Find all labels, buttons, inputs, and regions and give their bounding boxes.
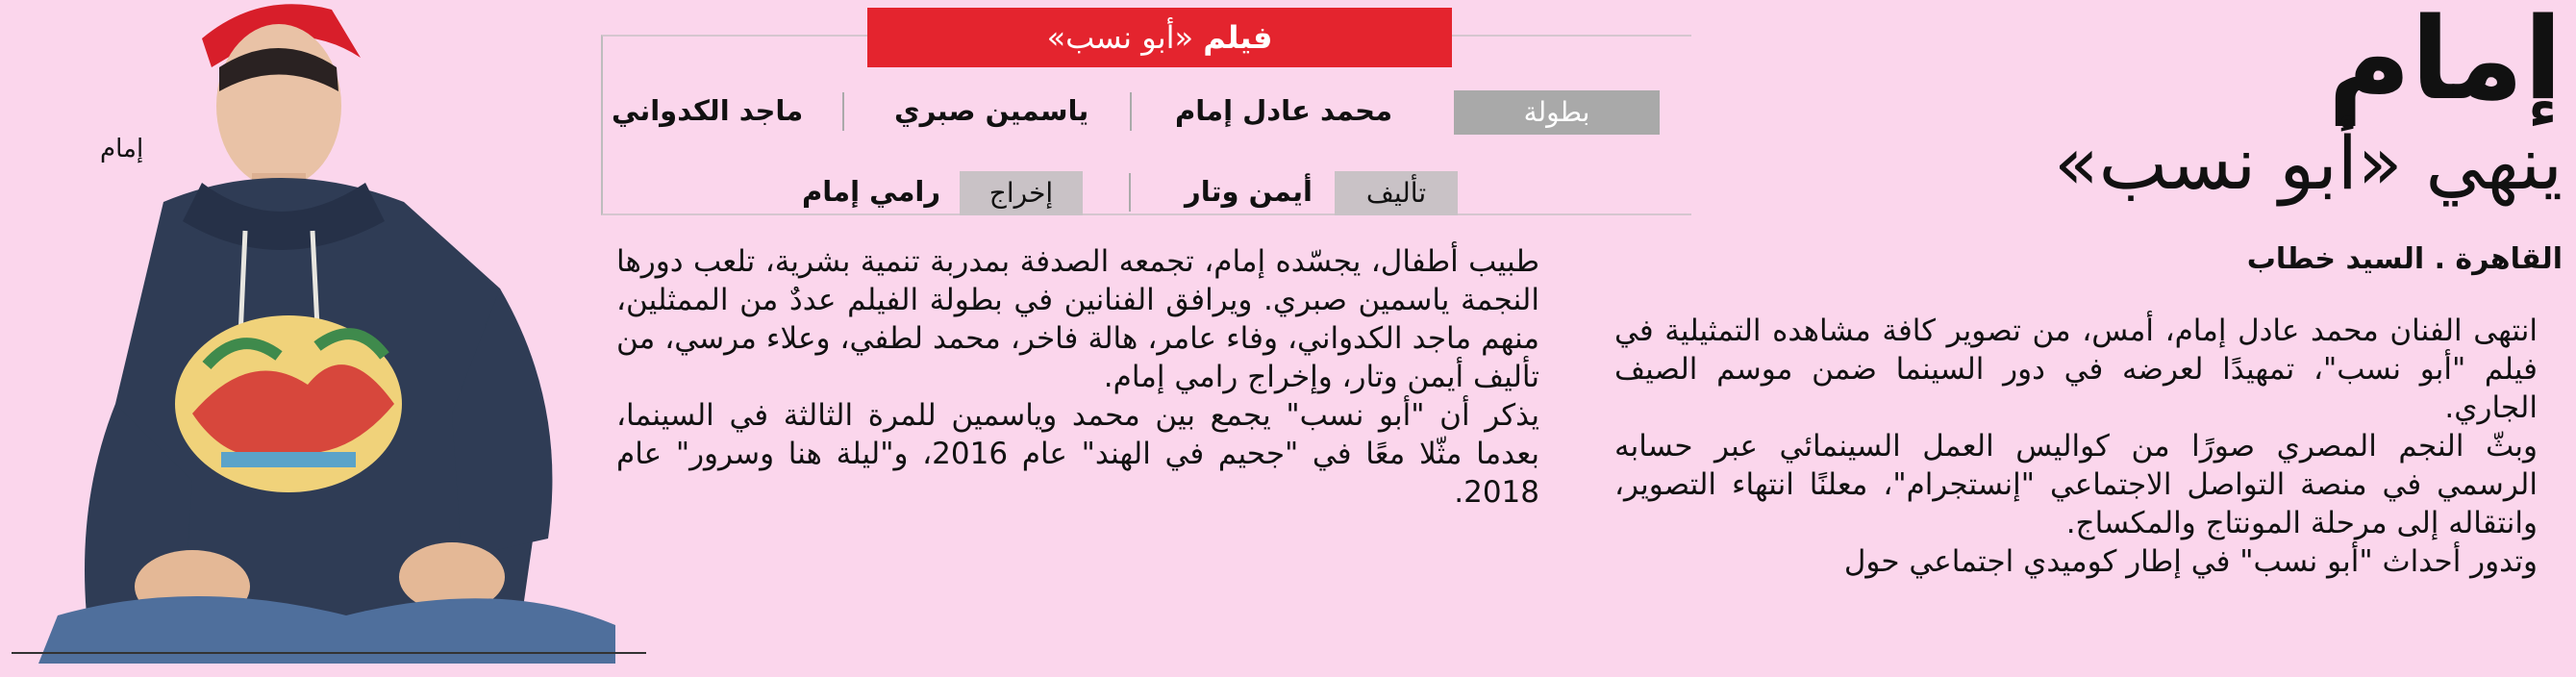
article-right-column <box>1614 312 2538 581</box>
film-banner <box>867 8 1452 67</box>
directing-label: إخراج <box>960 171 1083 215</box>
paragraph: انتهى الفنان محمد عادل إمام، أمس، من تصوير كافة مشاهده التمثيلية في فيلم "أبو نسب"، تمهيدًا لعرضه في دور السينما ضمن موسم الصيف الجاري. <box>1614 313 2538 425</box>
bottom-rule <box>12 652 646 654</box>
separator <box>842 92 844 131</box>
star-3: ماجد الكدواني <box>612 94 804 127</box>
paragraph: وبثّ النجم المصري صورًا من كواليس العمل السينمائي عبر حسابه الرسمي في منصة التواصل الاجتماعي "إنستجرام"، معلنًا انتهاء التصوير، وانتقاله إلى مرحلة المونتاج والمكساج. <box>1614 429 2538 540</box>
article-middle-column <box>616 242 1539 512</box>
separator <box>1129 173 1131 212</box>
byline: القاهرة . السيد خطاب <box>2246 242 2563 276</box>
starring-label: بطولة <box>1454 90 1660 135</box>
film-banner-title: «أبو نسب» <box>1046 19 1194 56</box>
actor-photo <box>0 0 663 664</box>
star-1: محمد عادل إمام <box>1175 94 1393 127</box>
headline-main: إمام <box>2327 0 2563 125</box>
star-2: ياسمين صبري <box>894 94 1089 127</box>
paragraph: يذكر أن "أبو نسب" يجمع بين محمد وياسمين للمرة الثالثة في السينما، بعدما مثّلا معًا في "جحيم في الهند" عام 2016، و"ليلة هنا وسرور" عام 2018. <box>616 398 1539 510</box>
paragraph: طبيب أطفال، يجسّده إمام، تجمعه الصدفة بمدربة تنمية بشرية، تلعب دورها النجمة ياسمين صبري. ويرافق الفنانين في بطولة الفيلم عددٌ من الممثلين، منهم ماجد الكدواني، وفاء عامر، هالة فاخر، محمد لطفي، وعلاء مرسي، من تأليف أيمن وتار، وإخراج رامي إمام. <box>616 244 1539 394</box>
photo-caption: إمام <box>100 135 144 163</box>
director-name: رامي إمام <box>802 175 941 208</box>
separator <box>1130 92 1132 131</box>
film-banner-prefix: فيلم <box>1203 19 1273 56</box>
writing-label: تأليف <box>1335 171 1458 215</box>
headline-sub: ينهي «أبو نسب» <box>2054 120 2563 206</box>
paragraph: وتدور أحداث "أبو نسب" في إطار كوميدي اجتماعي حول <box>1843 544 2538 579</box>
writer-name: أيمن وتار <box>1185 175 1313 208</box>
